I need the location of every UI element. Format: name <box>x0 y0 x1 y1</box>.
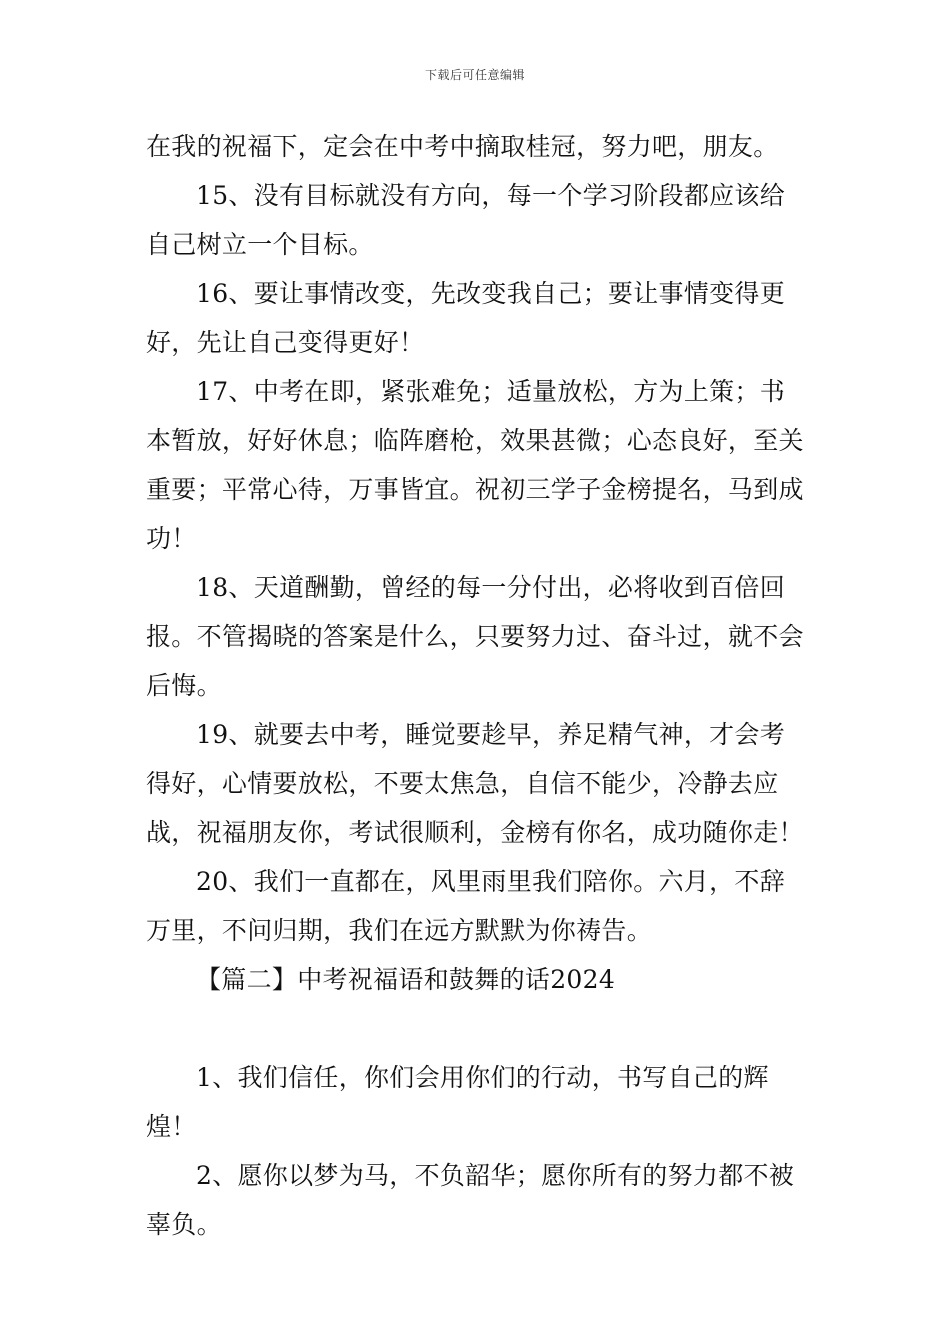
continuation-paragraph: 在我的祝福下，定会在中考中摘取桂冠，努力吧，朋友。 <box>146 132 779 161</box>
list-item-15: 15、没有目标就没有方向，每一个学习阶段都应该给自己树立一个目标。 <box>146 181 786 259</box>
list-item-16: 16、要让事情改变，先改变我自己；要让事情变得更好，先让自己变得更好！ <box>146 279 786 357</box>
document-body <box>146 122 810 1249</box>
list-item-1: 1、我们信任，你们会用你们的行动，书写自己的辉煌！ <box>146 1063 769 1141</box>
list-item-20: 20、我们一直都在，风里雨里我们陪你。六月，不辞万里，不问归期，我们在远方默默为你祷告。 <box>146 867 786 945</box>
page-header-note: 下载后可任意编辑 <box>424 68 525 82</box>
blank-line <box>146 1004 810 1053</box>
list-item-19: 19、就要去中考，睡觉要趁早，养足精气神，才会考得好，心情要放松，不要太焦急，自信不能少，冷静去应战，祝福朋友你，考试很顺利，金榜有你名，成功随你走！ <box>146 720 804 847</box>
list-item-17: 17、中考在即，紧张难免；适量放松，方为上策；书本暂放，好好休息；临阵磨枪，效果甚微；心态良好，至关重要；平常心待，万事皆宜。祝初三学子金榜提名，马到成功！ <box>146 377 804 553</box>
list-item-18: 18、天道酬勤，曾经的每一分付出，必将收到百倍回报。不管揭晓的答案是什么，只要努力过、奋斗过，就不会后悔。 <box>146 573 804 700</box>
section-title: 【篇二】中考祝福语和鼓舞的话2024 <box>196 965 616 994</box>
list-item-2: 2、愿你以梦为马，不负韶华；愿你所有的努力都不被辜负。 <box>146 1161 795 1239</box>
